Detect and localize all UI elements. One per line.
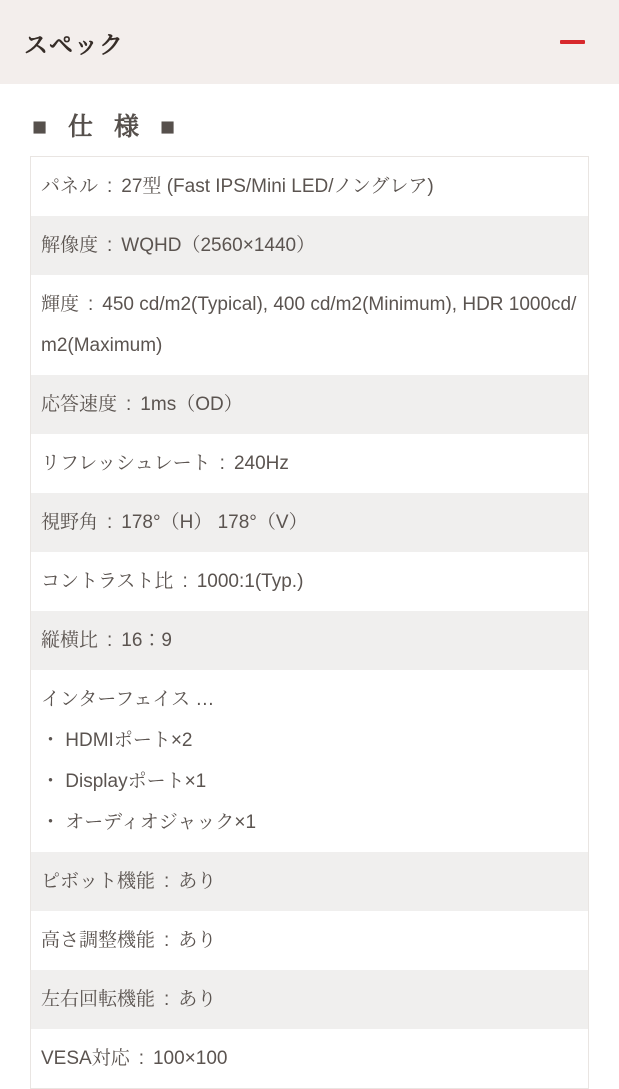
spec-row-resolution (31, 216, 588, 275)
spec-value: 240Hz (233, 453, 289, 474)
spec-separator: : (107, 630, 113, 651)
collapse-button[interactable] (560, 34, 585, 50)
spec-value: あり (178, 871, 217, 892)
spec-value: あり (178, 989, 217, 1010)
spec-separator: : (164, 989, 170, 1010)
spec-value: 1ms（OD） (140, 394, 243, 415)
spec-separator: : (88, 294, 94, 315)
spec-separator: : (107, 235, 113, 256)
spec-section-heading: ■ 仕 様 ■ (32, 113, 183, 141)
interface-item: ・ Displayポート×1 (41, 771, 207, 792)
spec-label: コントラスト比 (41, 571, 174, 592)
spec-label: 輝度 (41, 294, 80, 315)
spec-separator: : (164, 930, 170, 951)
spec-row-panel (31, 157, 588, 216)
spec-separator: : (126, 394, 132, 415)
spec-row-brightness (31, 275, 588, 375)
spec-label: リフレッシュレート (41, 453, 211, 474)
spec-label: 左右回転機能 (41, 989, 156, 1010)
spec-row-vesa (31, 1029, 588, 1088)
spec-label: 縦横比 (41, 630, 99, 651)
spec-value: 450 cd/m2(Typical), 400 cd/m2(Minimum), HDR 1000cd/m2(Maximum) (41, 294, 577, 356)
spec-content (30, 107, 589, 1089)
spec-label: ピボット機能 (41, 871, 156, 892)
spec-row-swivel (31, 970, 588, 1029)
spec-value: 1000:1(Typ.) (196, 571, 304, 592)
spec-value: 27型 (Fast IPS/Mini LED/ノングレア) (121, 176, 434, 197)
spec-label: パネル (41, 176, 99, 197)
spec-accordion-header[interactable] (0, 0, 619, 84)
spec-row-viewing-angle (31, 493, 588, 552)
spec-label: 視野角 (41, 512, 99, 533)
interface-item: ・ HDMIポート×2 (41, 730, 193, 751)
spec-row-response-time (31, 375, 588, 434)
spec-table (30, 156, 589, 1089)
interface-heading: インターフェイス … (41, 689, 215, 710)
spec-row-pivot (31, 852, 588, 911)
spec-separator: : (107, 512, 113, 533)
spec-separator: : (182, 571, 188, 592)
spec-row-height-adjust (31, 911, 588, 970)
spec-row-aspect-ratio (31, 611, 588, 670)
minus-icon (560, 40, 585, 44)
spec-label: 高さ調整機能 (41, 930, 156, 951)
spec-label: VESA対応 (41, 1048, 130, 1069)
spec-row-interface (31, 670, 588, 852)
spec-separator: : (164, 871, 170, 892)
spec-label: 解像度 (41, 235, 99, 256)
spec-value: 178°（H） 178°（V） (121, 512, 308, 533)
spec-separator: : (107, 176, 113, 197)
spec-separator: : (219, 453, 225, 474)
spec-row-refresh-rate (31, 434, 588, 493)
spec-value: 100×100 (152, 1048, 228, 1069)
spec-label: 応答速度 (41, 394, 118, 415)
spec-value: あり (178, 930, 217, 951)
spec-value: WQHD（2560×1440） (121, 235, 316, 256)
interface-item: ・ オーディオジャック×1 (41, 812, 257, 833)
spec-separator: : (138, 1048, 144, 1069)
spec-row-contrast (31, 552, 588, 611)
spec-value: 16：9 (121, 630, 172, 651)
accordion-title: スペック (24, 31, 124, 59)
